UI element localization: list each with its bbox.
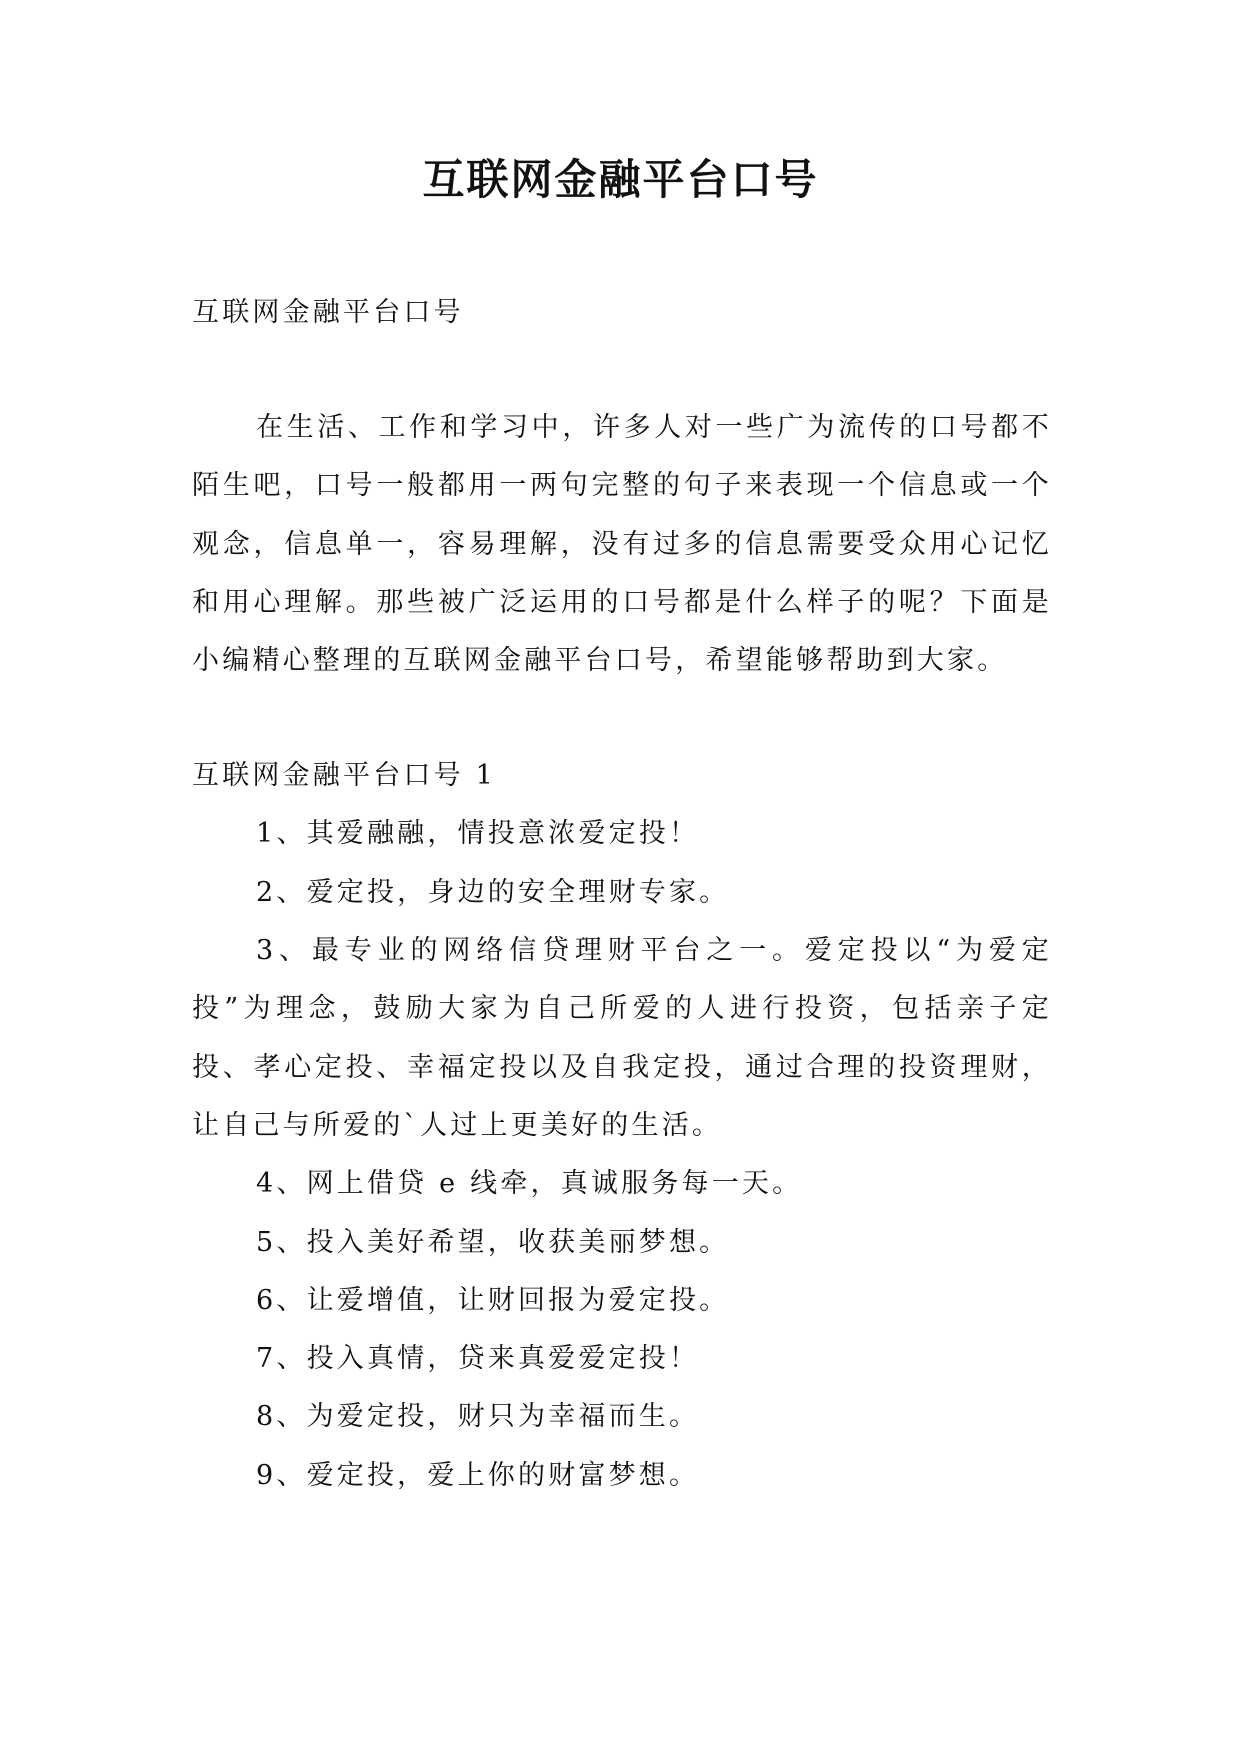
slogan-item: 4、网上借贷 e 线牵，真诚服务每一天。 [256, 1168, 803, 1200]
slogan-item: 6、让爱增值，让财回报为爱定投。 [256, 1284, 730, 1316]
document-title: 互联网金融平台口号 [422, 155, 819, 204]
slogan-item: 8、为爱定投，财只为幸福而生。 [256, 1401, 700, 1433]
slogan-item: 2、爱定投，身边的安全理财专家。 [256, 876, 730, 908]
section-heading: 互联网金融平台口号 1 [192, 760, 496, 792]
slogan-item: 7、投入真情，贷来真爱爱定投！ [256, 1343, 700, 1375]
intro-paragraph: 在生活、工作和学习中，许多人对一些广为流传的口号都不陌生吧，口号一般都用一两句完整的句子来表现一个信息或一个观念，信息单一，容易理解，没有过多的信息需要受众用心记忆和用心理解。那些被广泛运用的口号都是什么样子的呢？下面是小编精心整理的互联网金融平台口号，希望能够帮助到大家。 [192, 412, 1052, 677]
slogan-item: 5、投入美好希望，收获美丽梦想。 [256, 1226, 730, 1258]
slogan-item: 3、最专业的网络信贷理财平台之一。爱定投以“为爱定投”为理念，鼓励大家为自己所爱的人进行投资，包括亲子定投、孝心定投、幸福定投以及自我定投，通过合理的投资理财，让自己与所爱的`人过上更美好的生活。 [192, 935, 1052, 1141]
slogan-item: 1、其爱融融，情投意浓爱定投！ [256, 818, 700, 850]
document-body [192, 284, 1052, 1505]
slogan-list [192, 805, 1052, 1505]
slogan-item: 9、爱定投，爱上你的财富梦想。 [256, 1459, 700, 1491]
document-subtitle: 互联网金融平台口号 [192, 297, 464, 328]
